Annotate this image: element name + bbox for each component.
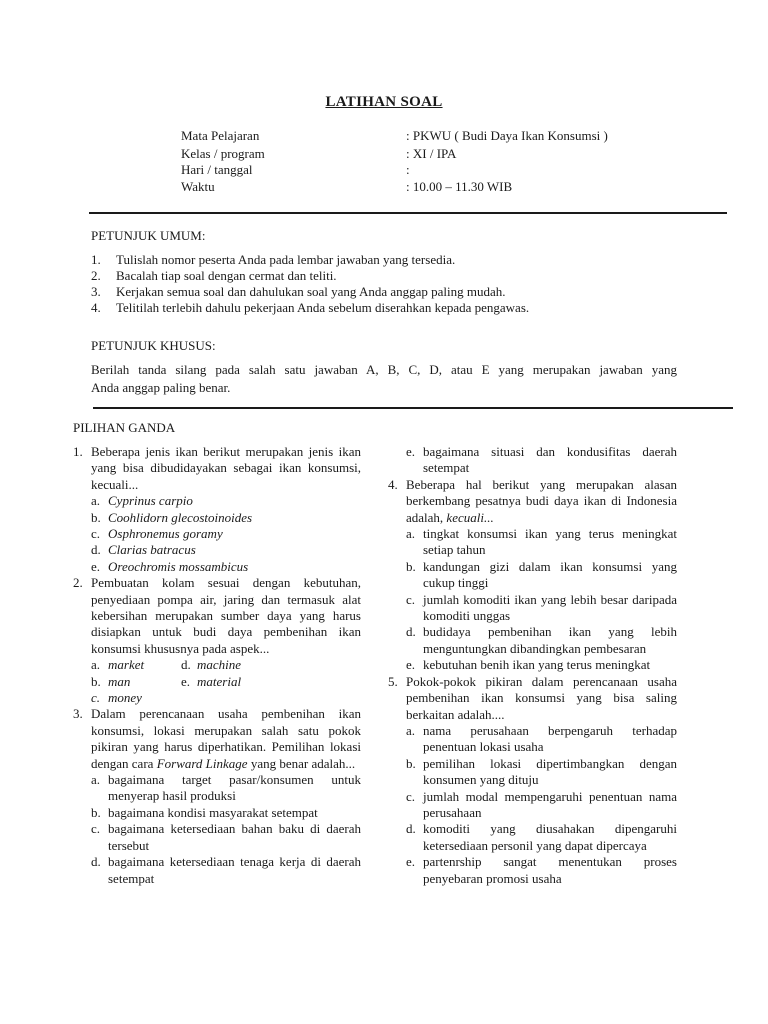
option-text: partenrship sangat menentukan proses penyebaran promosi usaha [423,854,677,886]
option-c[interactable]: money [108,690,142,706]
option-letter: a. [91,657,101,673]
option-text: Coohlidorn glecostoinoides [108,509,253,525]
option-text: Oreochromis mossambicus [108,558,249,574]
option-d[interactable]: machine [197,657,242,673]
option-letter: c. [91,821,101,837]
option-c[interactable] [388,789,677,822]
option-e[interactable] [388,854,677,887]
option-letter: b. [91,804,101,820]
option-text: bagaimana ketersediaan bahan baku di daerah tersebut [108,821,361,853]
option-c[interactable] [388,592,677,625]
option-letter: d. [181,657,191,673]
option-letter: e. [406,657,416,673]
option-letter: e. [406,854,416,870]
option-text: komoditi yang diusahakan dipengaruhi ketersediaan personil yang dapat dipercaya [423,821,677,853]
option-row [73,674,361,690]
page-title: LATIHAN SOAL [325,94,443,110]
info-value: : 10.00 – 11.30 WIB [406,179,513,194]
option-text: bagaimana situasi dan kondusifitas daerah setempat [423,444,677,476]
info-value: : PKWU ( Budi Daya Ikan Konsumsi ) [406,128,608,143]
option-e[interactable] [388,657,677,673]
info-row-time [181,179,701,197]
option-d[interactable] [388,624,677,657]
option-e[interactable] [73,559,361,575]
option-b[interactable] [388,559,677,592]
question-number: 2. [73,575,83,591]
option-letter: d. [406,624,416,640]
item-text: Telitilah terlebih dahulu pekerjaan Anda sebelum diserahkan kepada pengawas. [116,300,530,315]
option-text: nama perusahaan berpengaruh terhadap penentuan lokasi usaha [423,722,677,755]
special-instructions-heading: PETUNJUK KHUSUS: [91,338,216,353]
info-value: : [406,162,410,177]
item-number: 2. [91,268,101,283]
option-letter: d. [91,854,101,870]
option-letter: e. [91,558,101,574]
option-letter: e. [406,444,416,459]
special-instructions-line1: Berilah tanda silang pada salah satu jawaban A, B, C, D, atau E yang merupakan jawaban yang [91,362,677,377]
option-letter: d. [91,542,101,558]
option-text: budidaya pembenihan ikan yang lebih menguntungkan dibandingkan pembesaran [423,624,677,656]
info-row-date [181,162,701,180]
option-text: bagaimana ketersediaan tenaga kerja di daerah setempat [108,854,361,886]
item-text: Bacalah tiap soal dengan cermat dan teliti. [116,268,337,283]
question-text: Beberapa jenis ikan berikut merupakan jenis ikan yang bisa dibudidayakan sebagai ikan konsumsi, kecuali... [91,444,361,492]
right-column [388,444,677,887]
option-letter: a. [406,526,416,542]
item-text: Kerjakan semua soal dan dahulukan soal yang Anda anggap paling mudah. [116,284,506,299]
question-3 [73,706,361,772]
option-letter: c. [91,690,101,706]
option-e[interactable] [388,444,677,477]
special-instructions-line2: Anda anggap paling benar. [91,380,231,395]
option-text: kebutuhan benih ikan yang terus meningkat [423,657,651,673]
option-text: jumlah modal mempengaruhi penentuan nama perusahaan [423,788,677,820]
option-text: Clarias batracus [108,542,196,558]
option-c[interactable] [73,526,361,542]
question-number: 4. [388,476,398,492]
option-text: bagaimana target pasar/konsumen untuk menyerap hasil produksi [108,772,361,804]
option-text: kandungan gizi dalam ikan konsumsi yang cukup tinggi [423,558,677,591]
option-letter: d. [406,821,416,837]
option-letter: a. [91,493,101,509]
option-letter: c. [406,591,416,607]
option-a[interactable] [388,526,677,559]
option-letter: a. [91,772,101,788]
divider [93,407,733,409]
option-b[interactable] [388,756,677,789]
general-instructions-heading: PETUNJUK UMUM: [91,228,206,243]
info-label: Mata Pelajaran [181,128,260,143]
option-text: Cyprinus carpio [108,493,193,509]
option-letter: b. [91,509,101,525]
option-b[interactable] [73,510,361,526]
divider [89,212,727,214]
info-label: Kelas / program [181,146,265,161]
left-column [73,444,361,887]
question-text-italic: kecuali... [446,509,494,525]
info-row-subject [181,128,701,146]
question-text: Pembuatan kolam sesuai dengan kebutuhan, penyediaan pompa air, jaring dan termasuk alat kebersihan merupakan sumber daya yang harus disiapkan untuk budi daya pembenihan ikan konsumsi khususnya pada aspek... [91,575,361,656]
question-number: 3. [73,706,83,722]
question-text-italic: Forward Linkage [156,755,248,771]
option-letter: e. [181,673,191,689]
question-number: 1. [73,444,83,459]
question-text: Pokok-pokok pikiran dalam perencanaan usaha pembenihan ikan konsumsi yang bisa saling berkaitan adalah.... [406,673,677,722]
option-row [73,657,361,673]
item-number: 3. [91,284,101,299]
info-label: Waktu [181,179,215,194]
option-letter: b. [406,755,416,771]
option-d[interactable] [388,821,677,854]
question-text: yang benar adalah... [250,755,356,771]
question-5 [388,674,677,723]
option-a[interactable]: market [108,657,145,673]
item-number: 4. [91,300,101,315]
option-letter: b. [406,558,416,574]
option-letter: c. [91,526,101,542]
section-heading: PILIHAN GANDA [73,420,176,435]
option-letter: b. [91,673,101,689]
option-letter: c. [406,788,416,804]
option-text: bagaimana kondisi masyarakat setempat [108,804,318,820]
question-4 [388,477,677,526]
option-text: tingkat konsumsi ikan yang terus meningkat setiap tahun [423,526,677,558]
option-text: pemilihan lokasi dipertimbangkan dengan konsumen yang dituju [423,755,677,788]
question-text: Beberapa hal berikut yang merupakan alasan berkembang pesatnya budi daya ikan di Indonesia adalah, [406,476,677,525]
option-a[interactable] [73,772,361,805]
option-e[interactable]: material [197,673,242,689]
info-value: : XI / IPA [406,146,457,161]
item-text: Tulislah nomor peserta Anda pada lembar jawaban yang tersedia. [116,252,456,267]
option-a[interactable] [388,723,677,756]
option-d[interactable] [73,854,361,887]
option-row [73,690,361,706]
question-text: Dalam perencanaan usaha pembenihan ikan konsumsi, lokasi merupakan salah satu pokok pikiran yang harus diperhatikan. Pemilihan lokasi dengan cara [91,706,361,771]
info-label: Hari / tanggal [181,162,253,177]
option-letter: a. [406,722,416,738]
option-b[interactable]: man [108,673,131,689]
option-text: jumlah komoditi ikan yang lebih besar daripada komoditi unggas [423,591,677,624]
option-a[interactable] [73,493,361,509]
question-2 [73,575,361,657]
general-instructions-list [91,252,691,322]
option-b[interactable] [73,805,361,821]
question-1 [73,444,361,493]
option-d[interactable] [73,542,361,558]
option-c[interactable] [73,821,361,854]
item-number: 1. [91,252,101,267]
option-text: Osphronemus goramy [108,526,223,542]
question-number: 5. [388,673,398,689]
